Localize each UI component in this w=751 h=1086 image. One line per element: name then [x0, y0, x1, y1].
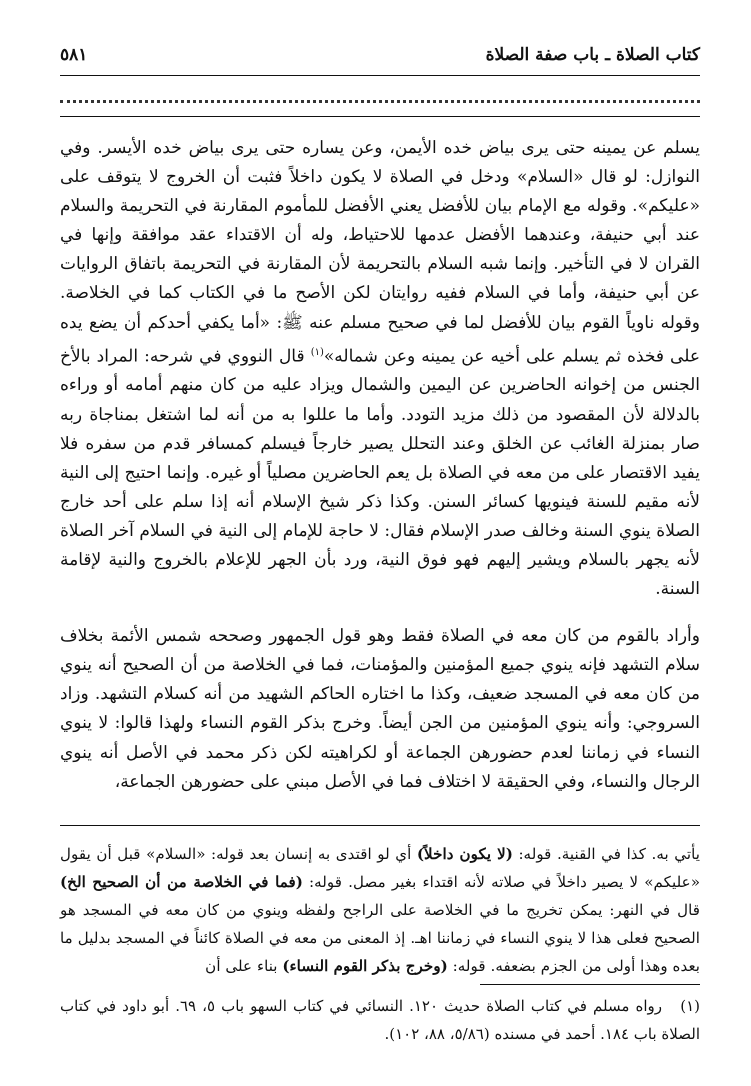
commentary-text-2: أي لو اقتدى به إنسان بعد قوله: «السلام» قبل أن يقول «عليكم» لا يصير داخلاً في صلاته لأنه اقتداء بغير مصل. قوله:: [60, 845, 700, 891]
commentary-paragraph: [60, 840, 700, 980]
footnote-1: [60, 992, 700, 1048]
main-text: [60, 134, 700, 797]
commentary-text-1: يأتي به. كذا في القنية. قوله:: [512, 845, 700, 863]
commentary-rule: [60, 825, 700, 826]
page-number: ٥٨١: [60, 45, 88, 65]
paragraph-2: وأراد بالقوم من كان معه في الصلاة فقط وهو قول الجمهور وصححه شمس الأئمة بخلاف سلام التشهد فإنه ينوي جميع المؤمنين والمؤمنات، فما في الخلاصة من أن الصحيح أنه ينوي من كان معه في المسجد ضعيف، وكذا ما اختاره الحاكم الشهيد من أنه كسلام التشهد. وزاد السروجي: وأنه ينوي المؤمنين من الجن أيضاً. وخرج بذكر القوم النساء ولهذا قالوا: لا ينوي النساء في زماننا لعدم حضورهن الجماعة أو لكراهيته لكن ذكر محمد في الأصل أنه ينوي الرجال والنساء، وفي الحقيقة لا اختلاف فما في الأصل مبني على حضورهن الجماعة،: [60, 626, 700, 792]
commentary-notes: [60, 840, 700, 980]
page-header: [60, 45, 700, 75]
paragraph-1-continued: قال النووي في شرحه: المراد بالأخ الجنس من إخوانه الحاضرين عن اليمين والشمال ويزاد عليه من كان منهم أمامه أو وراءه بالدلالة لأن المقصود من ذلك مزيد التودد. وأما ما عللوا به من أنه لما اشتغل بمناجاة ربه صار بمنزلة الغائب عن الخلق وعند التحلل يصير خارجاً فيسلم كمسافر قدم من سفره فلا يفيد الاقتصار على من معه في الصلاة بل يعم الحاضرين مصلياً أو غيره. وإنما احتيج إلى النية لأنه مقيم للسنة فينويها كسائر السنن. وكذا ذكر شيخ الإسلام أنه إذا سلم على أحد خارج الصلاة ينوي السنة وخالف صدر الإسلام فقال: لا حاجة للإمام إلى النية في السلام آخر الصلاة لأنه يجهر بالسلام ويشير إليهم فهو فوق النية، ورد بأن الجهر للإعلام بالخروج والنية لإقامة السنة.: [60, 346, 700, 600]
footnote-rule: [480, 984, 700, 985]
paragraph-1: [60, 134, 700, 604]
document-page: [60, 0, 700, 1086]
header-rule: [60, 75, 700, 76]
commentary-lemma-3: (وخرج بذكر القوم النساء): [282, 957, 448, 975]
footnote-ref-1: (١): [310, 346, 324, 358]
running-title: كتاب الصلاة ـ باب صفة الصلاة: [485, 45, 700, 65]
footnote: [60, 992, 700, 1048]
commentary-lemma-1: (لا يكون داخلاً): [416, 845, 513, 863]
commentary-text-4: بناء على أن: [205, 957, 283, 975]
paragraph-1-text: يسلم عن يمينه حتى يرى بياض خده الأيمن، وعن يساره حتى يرى بياض خده الأيسر. وفي النوازل: لو قال «السلام» ودخل في الصلاة لا يكون داخلاً فثبت أن الخروج لا يتوقف على «عليكم». وقوله مع الإمام بيان للأفضل يعني الأفضل للمأموم المقارنة في التحريمة والسلام عند أبي حنيفة، وعندهما الأفضل عدمها للاحتياط، وله أن الاقتداء عقد موافقة وإنها في القران لا في التأخير. وإنما شبه السلام بالتحريمة لأن المقارنة في التحريمة باتفاق الروايات عن أبي حنيفة، وأما في السلام ففيه روايتان لكن الأصح ما في الكتاب كما في الخلاصة. وقوله ناوياً القوم بيان للأفضل لما في صحيح مسلم عنه ﷺ: «أما يكفي أحدكم أن يضع يده على فخذه ثم يسلم على أخيه عن يمينه وعن شماله»: [60, 138, 700, 367]
commentary-lemma-2: (فما في الخلاصة من أن الصحيح الخ): [60, 873, 303, 891]
footnote-text: رواه مسلم في كتاب الصلاة حديث ١٢٠. النسائي في كتاب السهو باب ٥، ٦٩. أبو داود في كتاب الصلاة باب ١٨٤. أحمد في مسنده (٥/٨٦، ٨٨، ١٠٢).: [60, 997, 700, 1043]
text-top-rule: [60, 116, 700, 117]
footnote-marker: (١): [680, 997, 701, 1015]
dotted-separator: [60, 86, 700, 103]
commentary-text-3: قال في النهر: يمكن تخريج ما في الخلاصة على الراجح ولفظه وينوي من كان معه في المسجد هو الصحيح فعلى هذا لا ينوي النساء في زماننا اهـ. إذ المعنى من معه في الصلاة كائناً في المسجد بدليل ما بعده وهذا أولى من الجزم بضعفه. قوله:: [60, 901, 700, 975]
